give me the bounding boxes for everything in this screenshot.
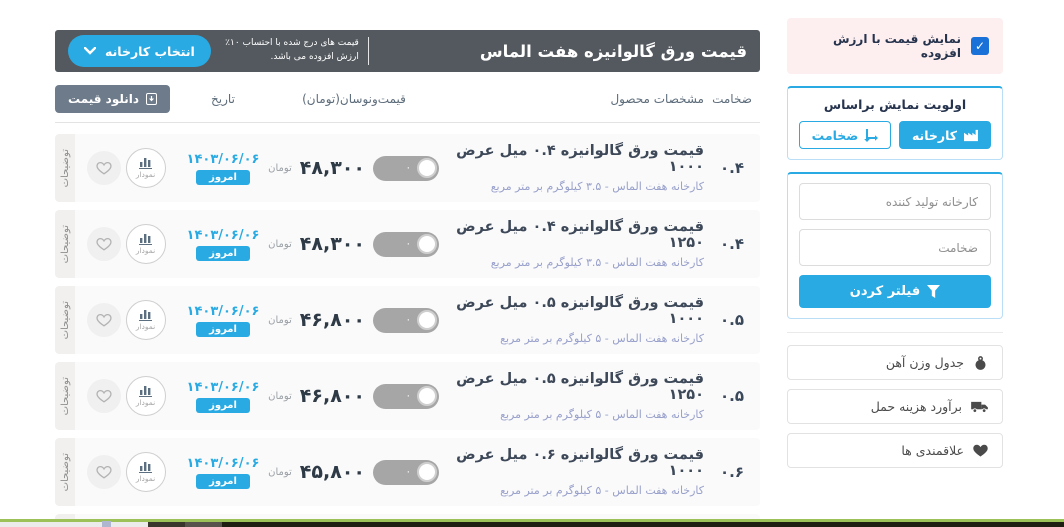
product-title[interactable]: قیمت ورق گالوانیزه ۰.۴ میل عرض ۱۰۰۰: [456, 143, 704, 175]
fluctuation-value: ۰: [405, 162, 411, 174]
filter-button-label: فیلتر کردن: [849, 284, 921, 299]
bar-chart-icon: [139, 157, 153, 169]
thickness-input[interactable]: [799, 229, 991, 266]
sidebar-item-label: برآورد هزینه حمل: [870, 399, 962, 414]
priority-thickness-button[interactable]: [799, 121, 891, 149]
download-button-label: دانلود قیمت: [68, 92, 140, 106]
factory-icon: [963, 129, 978, 142]
product-cell: [439, 295, 704, 345]
row-actions: [75, 148, 177, 188]
vat-note: قیمت های درج شده با احتساب ۱۰٪ ارزش افزوده می باشد.: [221, 37, 369, 65]
date-cell: [177, 304, 269, 337]
sidebar-item-label: جدول وزن آهن: [885, 355, 964, 370]
heart-outline-icon: [96, 313, 112, 327]
vat-toggle-box: [787, 18, 1003, 74]
chart-label: نمودار: [135, 322, 156, 331]
truck-icon: [971, 400, 988, 413]
bar-chart-icon: [139, 385, 153, 397]
fluctuation-knob: [417, 462, 437, 482]
chart-button[interactable]: [126, 148, 166, 188]
sidebar-divider: [787, 332, 1003, 333]
taskbar-tiny-icon: [102, 521, 111, 527]
favorite-button[interactable]: [87, 227, 121, 261]
date-cell: [177, 456, 269, 489]
price-row: [55, 362, 760, 430]
row-actions: [75, 452, 177, 492]
bottom-bar-mid: [148, 522, 185, 527]
table-header: [55, 85, 760, 123]
price-value: ۴۶,۸۰۰: [299, 385, 365, 407]
product-title[interactable]: قیمت ورق گالوانیزه ۰.۵ میل عرض ۱۲۵۰: [456, 371, 704, 403]
priority-title: اولویت نمایش براساس: [823, 97, 967, 112]
product-factory-info[interactable]: کارخانه هفت الماس - ۳.۵ کیلوگرم بر متر مربع: [490, 180, 704, 193]
details-tab[interactable]: [55, 362, 75, 430]
vat-checkbox[interactable]: ✓: [971, 37, 989, 55]
chart-button[interactable]: [126, 376, 166, 416]
product-factory-info[interactable]: کارخانه هفت الماس - ۵ کیلوگرم بر متر مربع: [500, 332, 704, 345]
filter-button[interactable]: [799, 275, 991, 308]
filter-box: [787, 172, 1003, 319]
fluctuation-toggle[interactable]: [373, 308, 439, 333]
details-tab[interactable]: [55, 438, 75, 506]
date-value[interactable]: ۱۴۰۳/۰۶/۰۶: [186, 379, 260, 395]
thickness-value: ۰.۵: [719, 311, 744, 329]
row-actions: [75, 300, 177, 340]
bar-chart-icon: [139, 461, 153, 473]
fluctuation-value: ۰: [405, 390, 411, 402]
price-row: [55, 134, 760, 202]
row-actions: [75, 224, 177, 264]
sidebar-item-shipping-cost[interactable]: [787, 389, 1003, 424]
priority-factory-label: کارخانه: [911, 127, 958, 143]
col-header-price: قیمت‌ونوسان(تومان): [302, 92, 406, 106]
fluctuation-knob: [417, 234, 437, 254]
details-tab-label: توضیحات: [59, 224, 71, 264]
bottom-bar-light: [0, 522, 148, 527]
currency-label: تومان: [268, 466, 292, 478]
bottom-bar-dark: [222, 522, 1064, 527]
date-value[interactable]: ۱۴۰۳/۰۶/۰۶: [186, 227, 260, 243]
fluctuation-knob: [417, 386, 437, 406]
today-badge: امروز: [196, 474, 250, 489]
bar-chart-icon: [139, 233, 153, 245]
product-title[interactable]: قیمت ورق گالوانیزه ۰.۵ میل عرض ۱۰۰۰: [456, 295, 704, 327]
favorite-button[interactable]: [87, 303, 121, 337]
product-factory-info[interactable]: کارخانه هفت الماس - ۵ کیلوگرم بر متر مربع: [500, 484, 704, 497]
product-cell: [439, 219, 704, 269]
price-row: [55, 438, 760, 506]
heart-outline-icon: [96, 237, 112, 251]
today-badge: امروز: [196, 398, 250, 413]
today-badge: امروز: [196, 246, 250, 261]
product-factory-info[interactable]: کارخانه هفت الماس - ۵ کیلوگرم بر متر مربع: [500, 408, 704, 421]
select-factory-button[interactable]: [68, 35, 211, 67]
thickness-icon: [864, 128, 878, 142]
price-value: ۴۶,۸۰۰: [299, 309, 365, 331]
fluctuation-knob: [417, 310, 437, 330]
price-cell: [269, 308, 439, 333]
product-factory-info[interactable]: کارخانه هفت الماس - ۳.۵ کیلوگرم بر متر مربع: [490, 256, 704, 269]
currency-label: تومان: [268, 238, 292, 250]
fluctuation-knob: [417, 158, 437, 178]
currency-label: تومان: [268, 390, 292, 402]
thickness-value: ۰.۶: [719, 463, 744, 481]
price-row: [55, 286, 760, 354]
favorite-button[interactable]: [87, 379, 121, 413]
details-tab[interactable]: [55, 286, 75, 354]
heart-icon: [973, 444, 988, 457]
price-cell: [269, 460, 439, 485]
today-badge: امروز: [196, 322, 250, 337]
price-cell: [269, 232, 439, 257]
price-value: ۴۸,۳۰۰: [299, 157, 365, 179]
row-actions: [75, 376, 177, 416]
chart-label: نمودار: [135, 170, 156, 179]
product-cell: [439, 447, 704, 497]
date-cell: [177, 380, 269, 413]
sidebar-item-weight-table[interactable]: [787, 345, 1003, 380]
col-header-product: مشخصات محصول: [610, 92, 704, 106]
heart-outline-icon: [96, 161, 112, 175]
chart-button[interactable]: [126, 224, 166, 264]
price-value: ۴۵,۸۰۰: [299, 461, 365, 483]
bar-chart-icon: [139, 309, 153, 321]
date-cell: [177, 228, 269, 261]
details-tab[interactable]: [55, 210, 75, 278]
date-value[interactable]: ۱۴۰۳/۰۶/۰۶: [186, 151, 260, 167]
download-price-button[interactable]: [55, 85, 170, 113]
details-tab-label: توضیحات: [59, 376, 71, 416]
product-cell: [439, 143, 704, 193]
price-value: ۴۸,۳۰۰: [299, 233, 365, 255]
details-tab-label: توضیحات: [59, 148, 71, 188]
chart-label: نمودار: [135, 246, 156, 255]
priority-box: [787, 86, 1003, 160]
col-header-thickness: ضخامت: [712, 92, 752, 106]
sidebar: [787, 18, 1003, 527]
today-badge: امروز: [196, 170, 250, 185]
bottom-bar-mid2: [185, 522, 222, 527]
price-row: [55, 210, 760, 278]
fluctuation-value: ۰: [405, 314, 411, 326]
vat-checkbox-label: نمایش قیمت با ارزش افزوده: [832, 32, 961, 60]
product-cell: [439, 371, 704, 421]
priority-factory-button[interactable]: [899, 121, 991, 149]
date-cell: [177, 152, 269, 185]
favorite-button[interactable]: [87, 151, 121, 185]
factory-input[interactable]: [799, 183, 991, 220]
chevron-down-icon: [84, 47, 96, 55]
product-title[interactable]: قیمت ورق گالوانیزه ۰.۶ میل عرض ۱۰۰۰: [456, 447, 704, 479]
chart-label: نمودار: [135, 474, 156, 483]
download-icon: [146, 93, 157, 105]
product-title[interactable]: قیمت ورق گالوانیزه ۰.۴ میل عرض ۱۲۵۰: [456, 219, 704, 251]
page-header-bar: [55, 30, 760, 72]
thickness-value: ۰.۴: [719, 235, 744, 253]
price-cell: [269, 384, 439, 409]
main-content: [55, 18, 760, 527]
priority-thickness-label: ضخامت: [811, 127, 859, 143]
price-cell: [269, 156, 439, 181]
chart-button[interactable]: [126, 300, 166, 340]
price-rows: [55, 134, 760, 506]
details-tab-label: توضیحات: [59, 452, 71, 492]
fluctuation-toggle[interactable]: [373, 384, 439, 409]
sidebar-item-favorites[interactable]: [787, 433, 1003, 468]
chart-label: نمودار: [135, 398, 156, 407]
favorite-button[interactable]: [87, 455, 121, 489]
heart-outline-icon: [96, 389, 112, 403]
fluctuation-value: ۰: [405, 466, 411, 478]
thickness-value: ۰.۵: [719, 387, 744, 405]
fluctuation-toggle[interactable]: [373, 156, 439, 181]
chart-button[interactable]: [126, 452, 166, 492]
date-value[interactable]: ۱۴۰۳/۰۶/۰۶: [186, 455, 260, 471]
fluctuation-value: ۰: [405, 238, 411, 250]
heart-outline-icon: [96, 465, 112, 479]
details-tab[interactable]: [55, 134, 75, 202]
date-value[interactable]: ۱۴۰۳/۰۶/۰۶: [186, 303, 260, 319]
currency-label: تومان: [268, 314, 292, 326]
thickness-value: ۰.۴: [719, 159, 744, 177]
fluctuation-toggle[interactable]: [373, 232, 439, 257]
weight-icon: [973, 355, 988, 370]
sidebar-item-label: علاقمندی ها: [901, 443, 964, 458]
details-tab-label: توضیحات: [59, 300, 71, 340]
funnel-icon: [927, 285, 940, 298]
col-header-date: تاریخ: [211, 92, 235, 106]
page-title: قیمت ورق گالوانیزه هفت الماس: [479, 41, 747, 61]
currency-label: تومان: [268, 162, 292, 174]
fluctuation-toggle[interactable]: [373, 460, 439, 485]
select-factory-label: انتخاب کارخانه: [105, 43, 195, 59]
